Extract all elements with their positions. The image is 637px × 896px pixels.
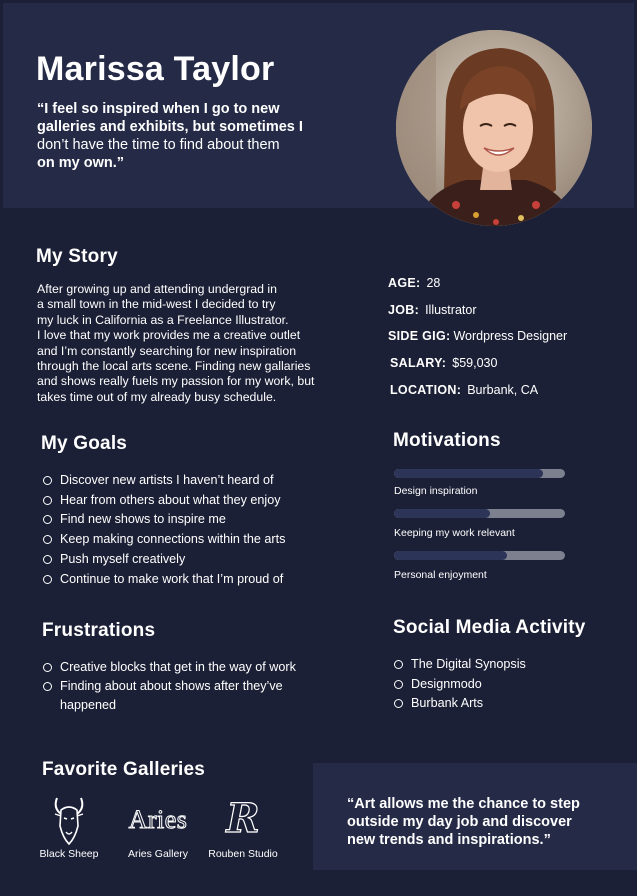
- info-label: LOCATION:: [390, 383, 462, 397]
- info-label: AGE:: [388, 276, 421, 290]
- story-text: [37, 282, 352, 405]
- motivation-label: Personal enjoyment: [394, 569, 487, 581]
- list-item: Keep making connections within the arts: [42, 530, 285, 550]
- quote-line: new trends and inspirations.”: [347, 832, 551, 848]
- list-item: [42, 658, 296, 677]
- quote-line: don’t have the time to find about them: [37, 137, 280, 153]
- info-side-gig: [388, 329, 567, 343]
- closing-quote-panel: [313, 763, 637, 870]
- motivation-bar-fill: [394, 509, 490, 518]
- story-heading: My Story: [36, 246, 118, 267]
- list-item: Designmodo: [393, 675, 526, 695]
- persona-name: Marissa Taylor: [36, 50, 275, 88]
- motivation-bar-fill: [394, 469, 543, 478]
- social-heading: Social Media Activity: [393, 617, 586, 638]
- motivation-bar: [394, 509, 565, 518]
- story-line: After growing up and attending undergrad in: [37, 282, 277, 296]
- list-item: Continue to make work that I’m proud of: [42, 570, 285, 590]
- story-line: I love that my work provides me a creative outlet: [37, 328, 301, 343]
- info-value: Burbank, CA: [467, 383, 539, 397]
- gallery-name: Aries Gallery: [127, 848, 189, 860]
- info-value: 28: [426, 276, 441, 290]
- story-line: and shows really fuels my passion for my work, but: [37, 374, 315, 389]
- frustrations-heading: Frustrations: [42, 620, 156, 641]
- list-item: Burbank Arts: [393, 694, 526, 714]
- gallery-aries: [118, 800, 198, 860]
- gallery-black-sheep: [36, 792, 102, 860]
- motivation-label: Design inspiration: [394, 485, 478, 497]
- woman-portrait-icon: [396, 30, 592, 226]
- quote-line: galleries and exhibits, but sometimes I: [37, 119, 303, 135]
- quote-line: “Art allows me the chance to step: [347, 796, 580, 812]
- info-label: JOB:: [388, 303, 420, 317]
- list-item-line: Finding about about shows after they’ve: [60, 679, 283, 693]
- story-line: and I’m constantly searching for new inspiration: [37, 343, 297, 358]
- info-value: Wordpress Designer: [453, 329, 568, 343]
- list-item: The Digital Synopsis: [393, 655, 526, 675]
- info-job: [388, 303, 476, 317]
- closing-quote: [347, 795, 607, 849]
- info-value: $59,030: [452, 356, 498, 370]
- info-age: [388, 276, 440, 290]
- story-line: takes time out of my already busy schedule.: [37, 389, 277, 404]
- info-label: SIDE GIG:: [388, 329, 451, 343]
- blackletter-r-icon: R: [226, 795, 260, 842]
- story-line: my luck in California as a Freelance Illustrator.: [37, 312, 289, 327]
- story-line: a small town in the mid-west I decided to try: [37, 297, 276, 312]
- list-item: Push myself creatively: [42, 550, 285, 570]
- list-item: Hear from others about what they enjoy: [42, 491, 285, 511]
- quote-line: outside my day job and discover: [347, 814, 572, 830]
- gallery-name: Black Sheep: [39, 848, 99, 860]
- motivation-bar: [394, 551, 565, 560]
- info-label: SALARY:: [390, 356, 447, 370]
- goals-heading: My Goals: [41, 433, 128, 454]
- list-item: Find new shows to inspire me: [42, 510, 285, 530]
- frustrations-list: [42, 658, 296, 715]
- quote-line: “I feel so inspired when I go to new: [37, 101, 280, 117]
- list-item-line: happened: [60, 698, 117, 712]
- story-line: through the local arts scene. Finding new gallaries: [37, 359, 311, 374]
- persona-photo: [396, 30, 592, 226]
- list-item: Discover new artists I haven’t heard of: [42, 471, 285, 491]
- gallery-rouben: [205, 792, 281, 860]
- motivations-heading: Motivations: [393, 430, 501, 451]
- goals-list: [42, 471, 285, 589]
- info-salary: [390, 356, 497, 370]
- info-value: Illustrator: [425, 303, 477, 317]
- list-item-line: Creative blocks that get in the way of work: [60, 660, 296, 674]
- goat-head-icon: [51, 792, 87, 846]
- motivation-bar-fill: [394, 551, 507, 560]
- info-location: [390, 383, 538, 397]
- motivation-label: Keeping my work relevant: [394, 527, 515, 539]
- aries-wordmark-icon: Aries: [128, 805, 188, 834]
- quote-line: on my own.”: [37, 155, 124, 171]
- list-item: [42, 677, 296, 715]
- gallery-name: Rouben Studio: [208, 848, 278, 860]
- galleries-heading: Favorite Galleries: [42, 759, 206, 780]
- social-list: [393, 655, 526, 714]
- persona-quote: [37, 100, 337, 172]
- motivation-bar: [394, 469, 565, 478]
